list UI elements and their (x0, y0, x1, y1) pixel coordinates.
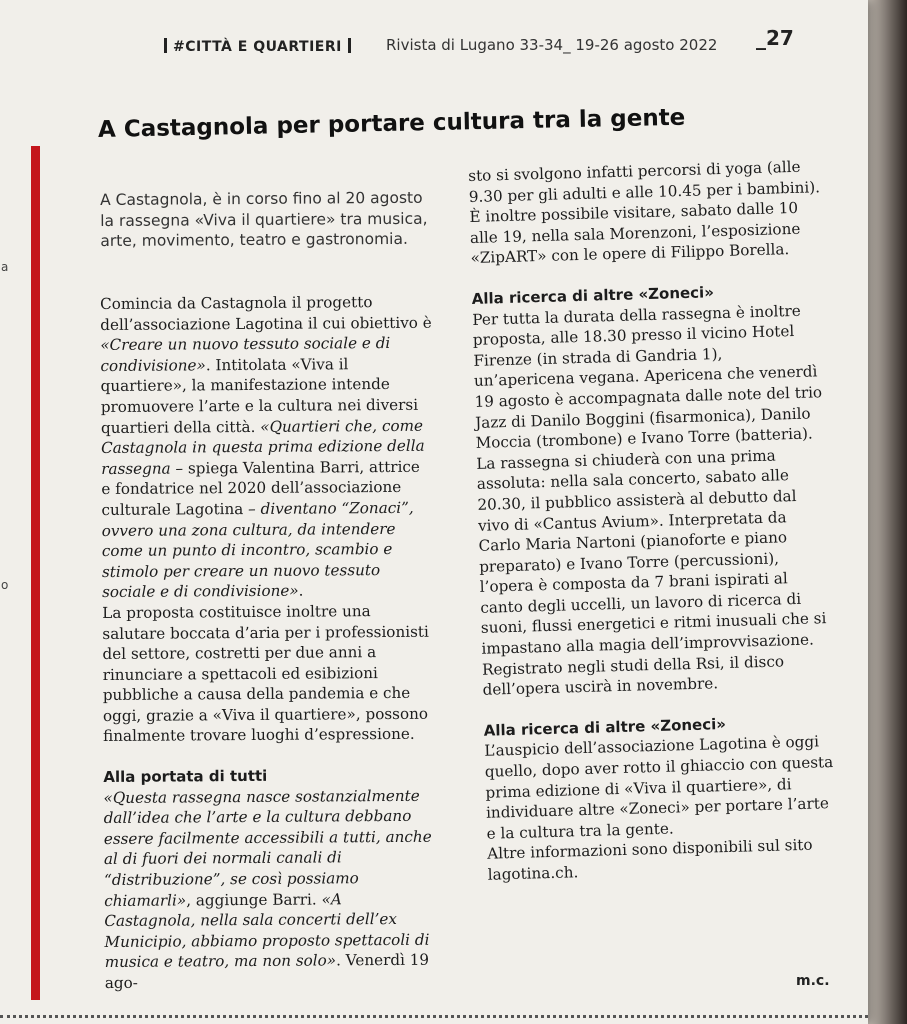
page-header (158, 26, 808, 60)
subheading: Alla portata di tutti (103, 766, 268, 787)
paragraph: sto si svolgono infatti percorsi di yoga (alle 9.30 per gli adulti e alle 10.45 per i bambini). È inoltre possibile visitare, sabato dalle 10 alle 19, nella sala Morenzoni, l’esposizione «ZipART» con le opere di Filippo Borella. (468, 157, 821, 268)
section-label: #CITTÀ E QUARTIERI (173, 39, 342, 55)
paragraph: La proposta costituisce inoltre una salutare boccata d’aria per i professionisti del settore, costretti per due anni a rinunciare a spettacoli ed esibizioni pubbliche a causa della pandemia e che oggi, grazie a «Viva il quartiere», possono finalmente trovare luoghi d’espressione. (102, 602, 429, 746)
article-lead: A Castagnola, è in corso fino al 20 agosto la rassegna «Viva il quartiere» tra musica, arte, movimento, teatro e gastronomia. (100, 188, 428, 250)
subheading: Alla ricerca di altre «Zoneci» (471, 283, 715, 308)
subheading: Alla ricerca di altre «Zoneci» (483, 714, 727, 740)
article-column-left (100, 292, 437, 994)
paragraph: La rassegna si chiuderà con una prima assoluta: nella sala concerto, sabato alle 20.30, il pubblico assisterà al debutto dal vivo di «Cantus Avium». Interpretata da Carlo Maria Nartoni (pianoforte e piano preparato) e Ivano Torre (percussioni), l’opera è composta da 7 brani ispirati al canto degli uccelli, un lavoro di ricerca di suoni, flussi energetici e ritmi inusuali che si impastano alla magia dell’improvvisazione. Registrato negli studi della Rsi, il disco dell’opera uscirà in novembre. (476, 446, 827, 700)
paragraph: Per tutta la durata della rassegna è inoltre proposta, alle 18.30 presso il vicino Hotel Firenze (in strada di Gandria 1), un’apericena vegana. Apericena che venerdì 19 agosto è accompagnata dalle note del trio Jazz di Danilo Boggini (fisarmonica), Danilo Moccia (trombone) e Ivano Torre (batteria). (472, 301, 823, 453)
accent-rule (31, 146, 40, 1000)
paragraph: L’auspicio dell’associazione Lagotina è oggi quello, dopo aver rotto il ghiaccio con questa prima edizione di «Viva il quartiere», di individuare altre «Zoneci» per portare l’arte e la cultura tra la gente. (484, 732, 834, 843)
article-column-right (468, 156, 840, 885)
divider-bar (348, 38, 351, 53)
paragraph: Altre informazioni sono disponibili sul sito lagotina.ch. (486, 836, 813, 884)
publication-info: Rivista di Lugano 33-34_ 19-26 agosto 2022 (386, 36, 718, 54)
section-tag (158, 38, 357, 55)
adjacent-page-edge: a o (1, 260, 9, 592)
page-bottom-perforation (0, 1015, 868, 1018)
page-number: _27 (756, 26, 794, 50)
paragraph: «Questa rassegna nasce sostanzialmente dall’idea che l’arte e la cultura debbano essere facilmente accessibili a tutti, anche al di fuori dei normali canali di “distribuzione”, se così possiamo chiamarli», aggiunge Barri. «A Castagnola, nella sala concerti dell’ex Municipio, abbiamo proposto spettacoli di musica e teatro, ma non solo». Venerdì 19 ago- (103, 786, 432, 992)
paragraph: Comincia da Castagnola il progetto dell’associazione Lagotina il cui obiettivo è «Creare un nuovo tessuto sociale e di condivisione». Intitolata «Viva il quartiere», la manifestazione intende promuovere l’arte e la cultura nei diversi quartieri della città. «Quartieri che, come Castagnola in questa prima edizione della rassegna – spiega Valentina Barri, attrice e fondatrice nel 2020 dell’associazione culturale Lagotina – diventano “Zonaci”, ovvero una zona cultura, da intendere come un punto di incontro, scambio e stimolo per creare un nuovo tessuto sociale e di condivisione». (100, 293, 432, 602)
divider-bar (164, 38, 167, 53)
headline: A Castagnola per portare cultura tra la gente (97, 104, 686, 143)
author-signature: m.c. (796, 973, 830, 989)
